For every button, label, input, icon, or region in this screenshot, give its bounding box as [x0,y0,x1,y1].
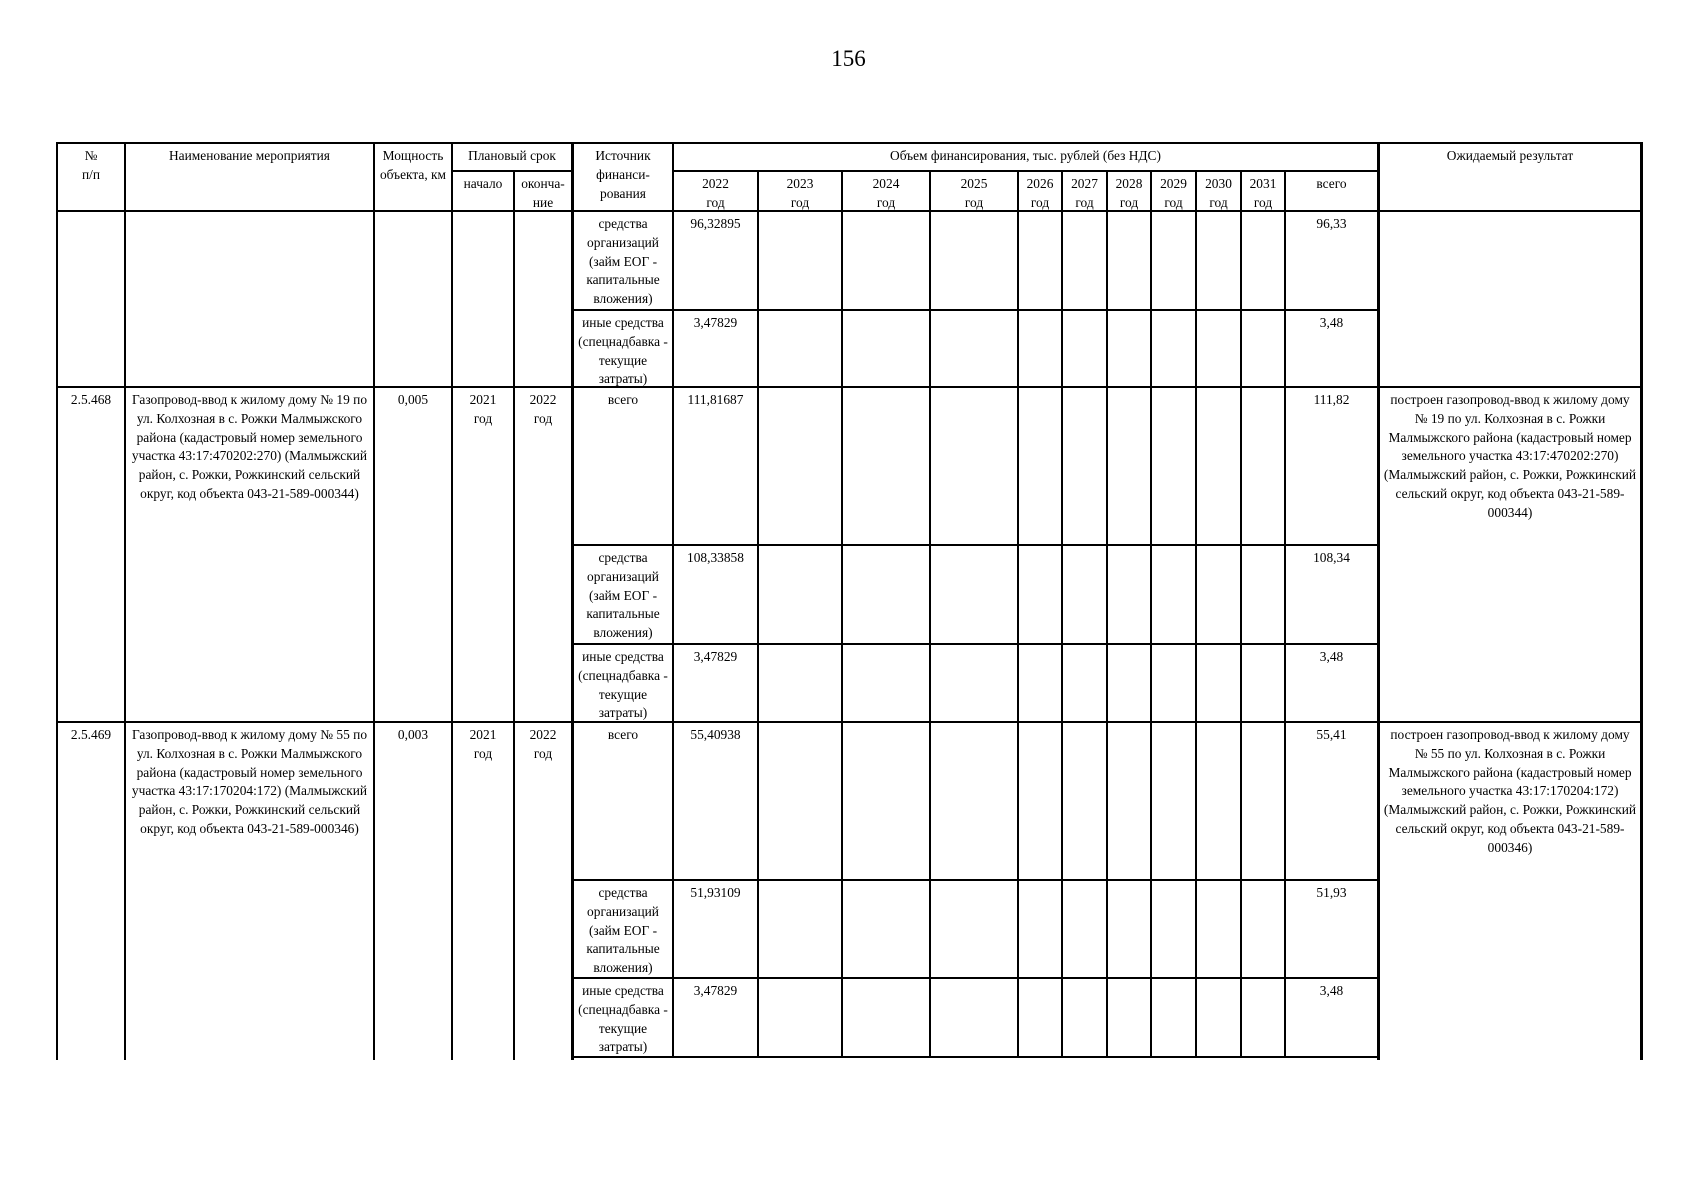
source-label: всего [607,392,639,407]
header-year-2025: 2025 год [960,176,988,210]
continued-source-label: средства организаций (займ ЕОГ - капитальные вложения) [586,216,660,307]
value-total: 3,48 [1319,649,1344,664]
value-2022: 108,33858 [687,550,744,565]
continued-2022-value: 3,47829 [693,315,738,330]
header-year-2022: 2022 год [702,176,729,210]
continued-source-label: иные средства (спецнадбавка - текущие затраты) [578,315,668,386]
row-number: 2.5.468 [70,392,112,407]
value-total: 55,41 [1316,727,1347,742]
header-total: всего [1316,176,1347,191]
header-year-2028: 2028 год [1115,176,1143,210]
source-label: иные средства (спецнадбавка - текущие затраты) [578,983,668,1055]
header-year-2026: 2026 год [1026,176,1054,210]
header-year-2027: 2027 год [1071,176,1098,210]
header-year-2023: 2023 год [786,176,814,210]
source-label: средства организаций (займ ЕОГ - капитальные вложения) [586,550,660,641]
header-start: начало [463,176,503,191]
value-2022: 3,47829 [693,983,738,998]
row-power: 0,005 [397,392,429,407]
value-2022: 3,47829 [693,649,738,664]
row-power: 0,003 [397,727,429,742]
continued-total-value: 96,33 [1316,216,1347,231]
source-label: всего [607,727,639,742]
value-2022: 111,81687 [687,392,744,407]
header-year-2031: 2031 год [1249,176,1277,210]
header-end: оконча- ние [521,176,565,210]
row-start: 2021 год [469,727,497,761]
header-source: Источник финанси- рования [595,148,651,201]
value-2022: 51,93109 [690,885,741,900]
continued-total-value: 3,48 [1319,315,1344,330]
value-total: 3,48 [1319,983,1344,998]
row-number: 2.5.469 [70,727,112,742]
value-total: 51,93 [1316,885,1347,900]
row-start: 2021 год [469,392,497,426]
header-power: Мощность объекта, км [379,148,446,182]
value-total: 108,34 [1313,550,1350,565]
header-year-2030: 2030 год [1205,176,1232,210]
value-2022: 55,40938 [690,727,741,742]
row-end: 2022 год [529,727,557,761]
continued-2022-value: 96,32895 [690,216,741,231]
header-num: № п/п [81,148,101,182]
source-label: иные средства (спецнадбавка - текущие затраты) [578,649,668,721]
row-result: построен газопровод-ввод к жилому дому № 19 по ул. Колхозная в с. Рожки Малмыжского района (кадастровый номер земельного участка 43:17:470202:270) (Малмыжский район, с. Рожки, Рожкинский сельский округ, код объекта 043-21-589-000344) [1383,392,1637,520]
header-result: Ожидаемый результат [1446,148,1574,163]
header-plan-term: Плановый срок [468,148,556,163]
row-name: Газопровод-ввод к жилому дому № 55 по ул. Колхозная в с. Рожки Малмыжского района (кадастровый номер земельного участка 43:17:170204:172) (Малмыжский район, с. Рожки, Рожкинский сельский округ, код объекта 043-21-589-000346) [131,727,368,836]
page-number: 156 [831,46,866,71]
header-name: Наименование мероприятия [169,148,330,163]
value-total: 111,82 [1313,392,1350,407]
header-year-2024: 2024 год [872,176,900,210]
header-year-2029: 2029 год [1160,176,1187,210]
row-result: построен газопровод-ввод к жилому дому № 55 по ул. Колхозная в с. Рожки Малмыжского района (кадастровый номер земельного участка 43:17:170204:172) (Малмыжский район, с. Рожки, Рожкинский сельский округ, код объекта 043-21-589-000346) [1383,727,1637,855]
header-funding: Объем финансирования, тыс. рублей (без НДС) [890,148,1161,163]
row-end: 2022 год [529,392,557,426]
source-label: средства организаций (займ ЕОГ - капитальные вложения) [586,885,660,976]
row-name: Газопровод-ввод к жилому дому № 19 по ул. Колхозная в с. Рожки Малмыжского района (кадастровый номер земельного участка 43:17:470202:270) (Малмыжский район, с. Рожки, Рожкинский сельский округ, код объекта 043-21-589-000344) [131,392,368,501]
